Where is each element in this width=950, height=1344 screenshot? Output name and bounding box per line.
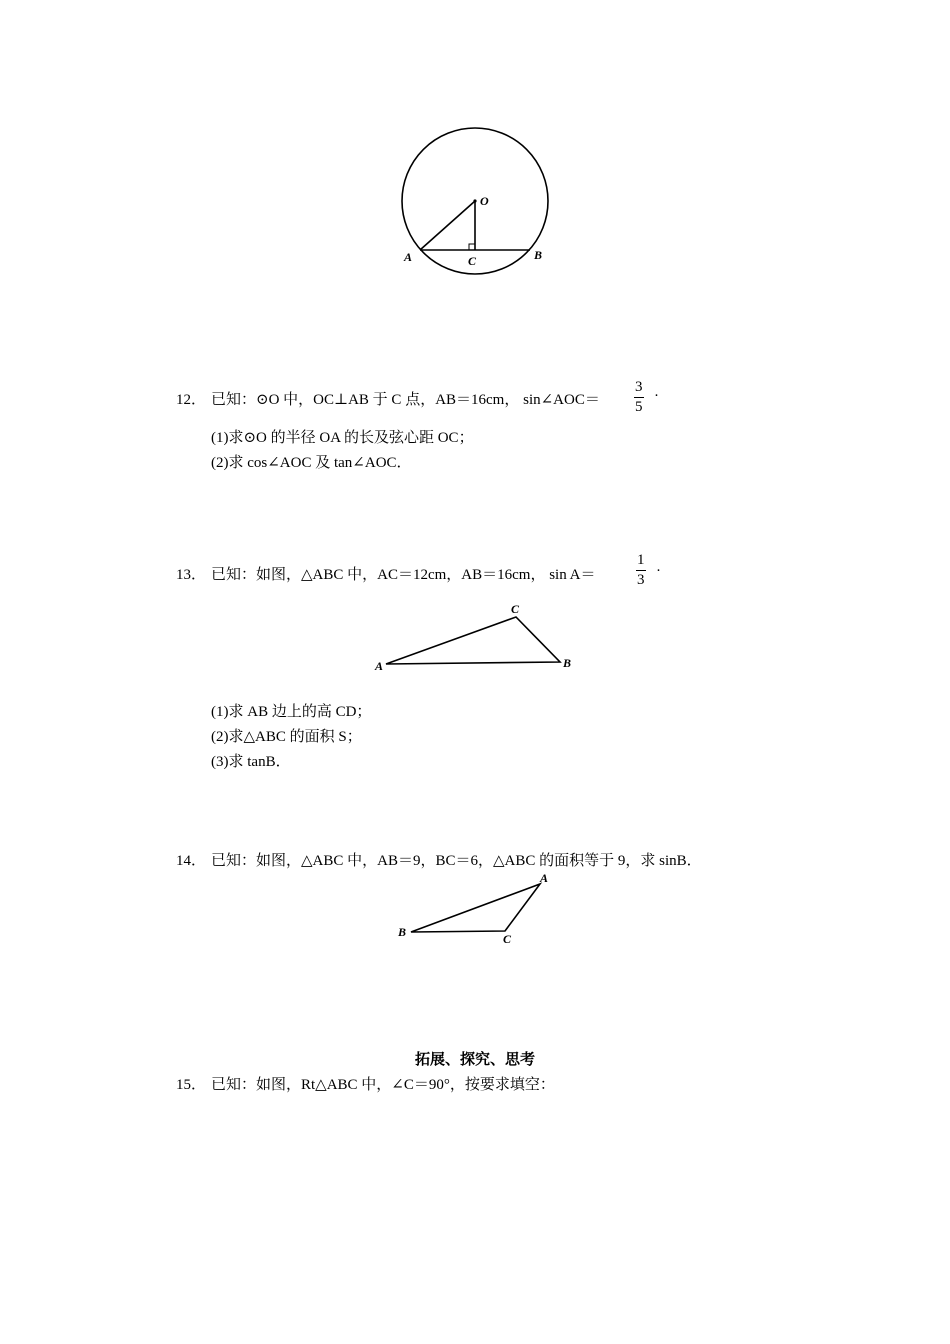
q13-fraction-numerator: 1 xyxy=(636,551,646,571)
q13-part-1: (1)求 AB 边上的高 CD； xyxy=(211,704,372,720)
section-title: 拓展、探究、思考 xyxy=(414,1052,535,1068)
q12-number: 12． xyxy=(176,392,207,408)
triangle-figure-q13 xyxy=(370,598,580,678)
q13-fraction-denominator: 3 xyxy=(637,572,645,588)
label-b-q13: B xyxy=(563,656,572,670)
triangle-abc-q13 xyxy=(386,617,560,664)
label-c-q14: C xyxy=(503,932,512,946)
label-a-q13: A xyxy=(375,659,384,673)
q12-fraction-denominator: 5 xyxy=(635,399,643,415)
q12-fraction-numerator: 3 xyxy=(634,378,644,398)
q13-tail: · xyxy=(656,563,661,579)
label-b: B xyxy=(534,248,543,262)
segment-oa xyxy=(420,201,475,250)
triangle-abc-q14 xyxy=(411,884,540,932)
label-o: O xyxy=(480,194,489,208)
q13-part-3: (3)求 tanB． xyxy=(211,754,291,770)
right-angle-mark xyxy=(469,244,475,250)
q14-number: 14． xyxy=(176,853,207,869)
triangle-figure-q14 xyxy=(395,868,555,948)
q14-stem: 已知：如图，△ABC 中，AB＝9，BC＝6，△ABC 的面积等于 9，求 sinB． xyxy=(211,853,702,869)
label-c-q13: C xyxy=(511,602,520,616)
circle-figure xyxy=(395,122,560,282)
q13-stem: 已知：如图，△ABC 中，AC＝12cm，AB＝16cm， sin A＝ xyxy=(211,567,596,583)
q13-number: 13． xyxy=(176,567,207,583)
label-b-q14: B xyxy=(398,925,407,939)
q15-stem: 已知：如图，Rt△ABC 中，∠C＝90°，按要求填空： xyxy=(211,1077,555,1093)
q13-fraction xyxy=(636,551,646,590)
q12-tail: · xyxy=(654,388,659,404)
q12-part-1: (1)求⊙O 的半径 OA 的长及弦心距 OC； xyxy=(211,430,474,446)
q12-fraction xyxy=(634,378,644,417)
q15-number: 15． xyxy=(176,1077,207,1093)
q13-part-2: (2)求△ABC 的面积 S； xyxy=(211,729,362,745)
label-a: A xyxy=(404,250,413,264)
q12-stem: 已知：⊙O 中，OC⊥AB 于 C 点，AB＝16cm， sin∠AOC＝ xyxy=(211,392,600,408)
q12-part-2: (2)求 cos∠AOC 及 tan∠AOC． xyxy=(211,455,412,471)
point-o xyxy=(473,199,476,202)
label-c: C xyxy=(468,254,477,268)
label-a-q14: A xyxy=(540,871,549,885)
